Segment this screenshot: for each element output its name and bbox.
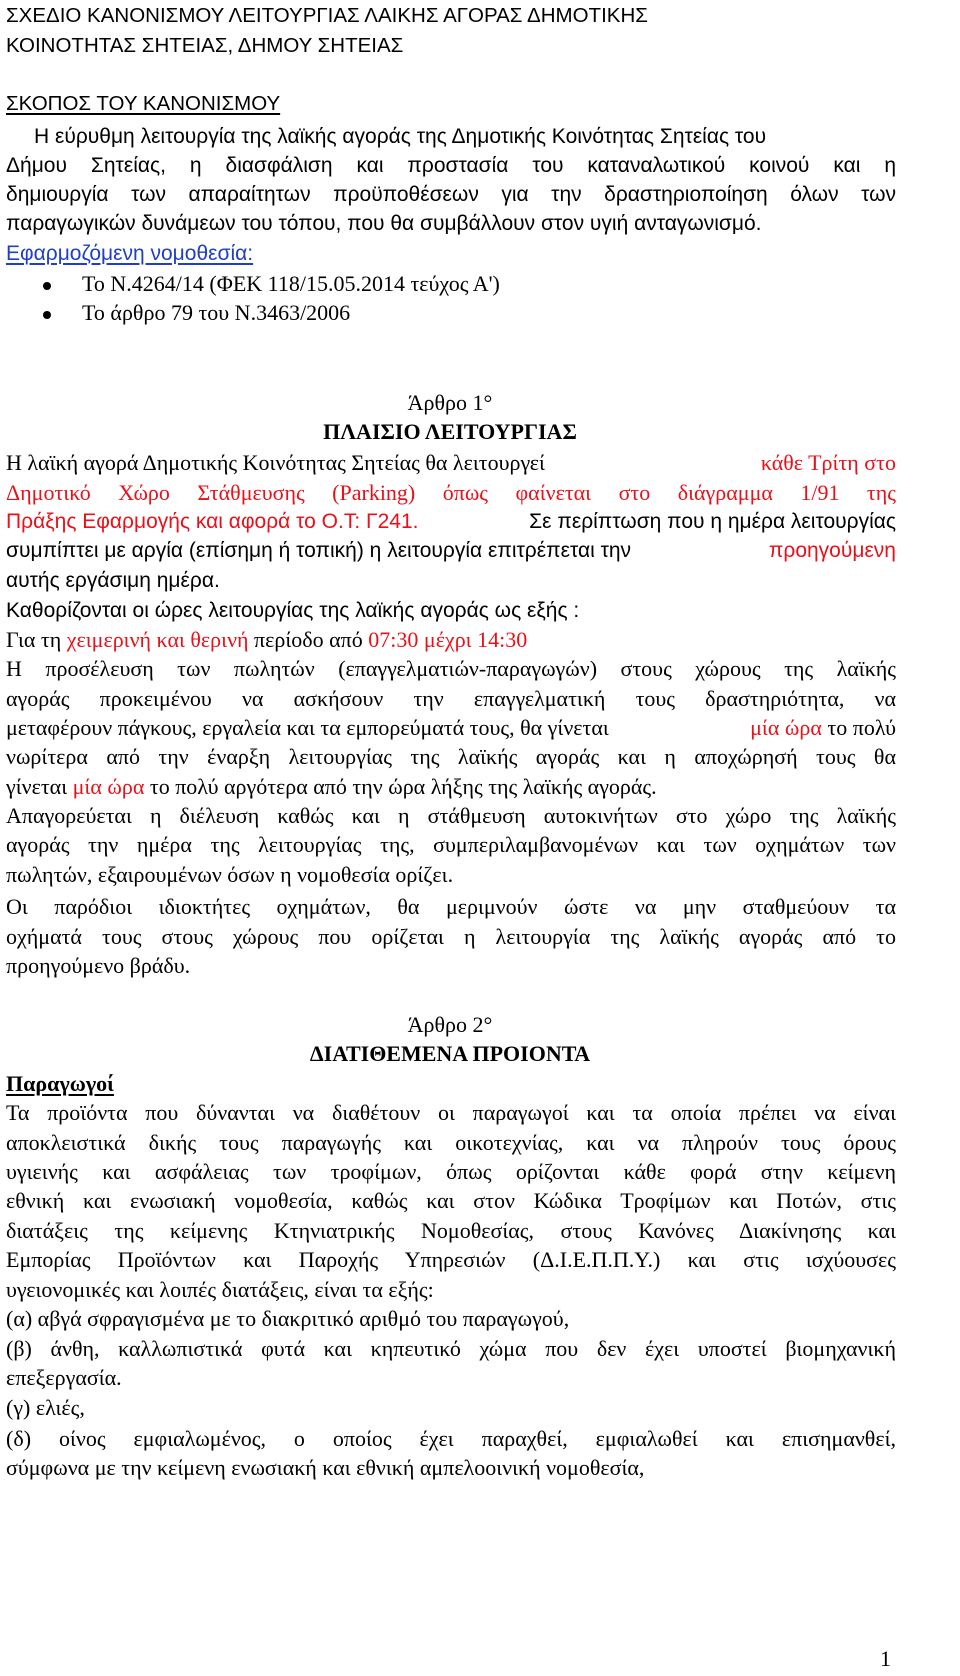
- page-number: 1: [880, 1646, 891, 1671]
- article-2-line: Εμπορίας Προϊόντων και Παροχής Υπηρεσιών (Δ.Ι.Ε.Π.Π.Υ.) και στις ισχύουσες: [6, 1247, 896, 1272]
- owners-line: Οι παρόδιοι ιδιοκτήτες οχημάτων, θα μεριμνούν ώστε να μην σταθμεύουν τα: [6, 894, 896, 919]
- operating-hours-line: [6, 629, 527, 651]
- arrival-line: [6, 776, 657, 798]
- article-2-line: υγιεινής και ασφάλειας των τροφίμων, όπως ορίζονται κάθε φορά στην κείμενη: [6, 1159, 896, 1184]
- article-1-text: Σε περίπτωση που η ημέρα λειτουργίας: [529, 510, 896, 533]
- arrival-text: το πολύ: [827, 715, 896, 740]
- article-1-text: αυτής εργάσιμη ημέρα.: [6, 569, 220, 592]
- product-item: (β) άνθη, καλλωπιστικά φυτά και κηπευτικό χώμα που δεν έχει υποστεί βιομηχανική: [6, 1336, 896, 1361]
- article-2-line: διατάξεις της κείμενης Κτηνιατρικής Νομοθεσίας, στους Κανόνες Διακίνησης και: [6, 1218, 896, 1243]
- article-1-number: Άρθρο 1°: [407, 390, 493, 415]
- document-title-line-1: ΣΧΕΔΙΟ ΚΑΝΟΝΙΣΜΟΥ ΛΕΙΤΟΥΡΓΙΑΣ ΛΑΙΚΗΣ ΑΓΟΡΑΣ ΔΗΜΟΤΙΚΗΣ: [6, 4, 648, 27]
- article-1-text: Η λαϊκή αγορά Δημοτικής Κοινότητας Σητείας θα λειτουργεί: [6, 450, 545, 475]
- operating-hours-text: περίοδο από: [248, 627, 363, 652]
- owners-line: προηγούμενο βράδυ.: [6, 953, 191, 978]
- scope-line: δημιουργία των απαραίτητων προϋποθέσεων για την δραστηριοποίηση όλων των: [6, 183, 896, 206]
- arrival-text: μεταφέρουν πάγκους, εργαλεία και τα εμπορεύματά τους, θα γίνεται: [6, 715, 609, 740]
- operating-hours-range: 07:30 μέχρι 14:30: [368, 627, 528, 652]
- article-2-line: αποκλειστικά δικής τους παραγωγής και οικοτεχνίας, και να πληρούν τους όρους: [6, 1130, 896, 1155]
- article-1-highlight: Δημοτικό Χώρο Στάθμευσης (Parking) όπως φαίνεται στο διάγραμμα 1/91 της: [6, 480, 896, 505]
- scope-line: παραγωγικών δυνάμεων του τόπου, που θα συμβάλλουν στον υγιή ανταγωνισμό.: [6, 212, 762, 235]
- document-title-line-2: ΚΟΙΝΟΤΗΤΑΣ ΣΗΤΕΙΑΣ, ΔΗΜΟΥ ΣΗΤΕΙΑΣ: [6, 34, 404, 57]
- article-2-line: υγειονομικές και λοιπές διατάξεις, είναι τα εξής:: [6, 1277, 434, 1302]
- article-2-title: ΔΙΑΤΙΘΕΜΕΝΑ ΠΡΟΙΟΝΤΑ: [309, 1041, 591, 1066]
- owners-line: οχήματά τους στους χώρους που ορίζεται η λειτουργία της λαϊκής αγοράς από το: [6, 924, 896, 949]
- arrival-text: γίνεται: [6, 774, 68, 799]
- legislation-item: Το άρθρο 79 του Ν.3463/2006: [82, 300, 351, 325]
- arrival-line: Η προσέλευση των πωλητών (επαγγελματιών-παραγωγών) στους χώρους της λαϊκής: [6, 656, 896, 681]
- scope-line: Η εύρυθμη λειτουργία της λαϊκής αγοράς της Δημοτικής Κοινότητας Σητείας του: [34, 125, 767, 148]
- product-item: (α) αβγά σφραγισμένα με το διακριτικό αριθμό του παραγωγού,: [6, 1306, 570, 1331]
- parking-ban-line: πωλητών, εξαιρουμένων όσων η νομοθεσία ορίζει.: [6, 862, 454, 887]
- operating-season: χειμερινή και θερινή: [66, 627, 249, 652]
- article-1-text: συμπίπτει με αργία (επίσημη ή τοπική) η λειτουργία επιτρέπεται την: [6, 539, 632, 562]
- arrival-line: [6, 717, 896, 739]
- parking-ban-line: Απαγορεύεται η διέλευση καθώς και η στάθμευση αυτοκινήτων στο χώρο της λαϊκής: [6, 803, 896, 828]
- arrival-time-highlight: μία ώρα: [750, 715, 822, 740]
- parking-ban-line: αγοράς την ημέρα της λειτουργίας της, συμπεριλαμβανομένων και των οχημάτων των: [6, 832, 896, 857]
- scope-line: Δήμου Σητείας, η διασφάλιση και προστασία του καταναλωτικού κοινού και η: [6, 154, 896, 177]
- arrival-line: νωρίτερα από την έναρξη λειτουργίας της λαϊκής αγοράς και η αποχώρησή τους θα: [6, 744, 896, 769]
- article-1-paragraph-line: [6, 511, 896, 532]
- article-1-title: ΠΛΑΙΣΙΟ ΛΕΙΤΟΥΡΓΙΑΣ: [323, 419, 577, 444]
- article-1-paragraph-line: [6, 540, 896, 561]
- product-item: επεξεργασία.: [6, 1365, 122, 1390]
- operating-hours-intro: Καθορίζονται οι ώρες λειτουργίας της λαϊκής αγοράς ως εξής :: [6, 599, 580, 622]
- legislation-item: Το Ν.4264/14 (ΦΕΚ 118/15.05.2014 τεύχος Α'): [82, 271, 500, 296]
- article-1-highlight: Πράξης Εφαρμογής και αφορά το Ο.Τ: Γ241.: [6, 510, 419, 533]
- product-item: (δ) οίνος εμφιαλωμένος, ο οποίος έχει παραχθεί, εμφιαλωθεί και επισημανθεί,: [6, 1426, 896, 1451]
- operating-hours-text: Για τη: [6, 627, 62, 652]
- departure-time-highlight: μία ώρα: [72, 774, 145, 799]
- article-2-number: Άρθρο 2°: [407, 1012, 493, 1037]
- arrival-text: το πολύ αργότερα από την ώρα λήξης της λαϊκής αγοράς.: [149, 774, 657, 799]
- article-1-highlight: κάθε Τρίτη στο: [760, 450, 896, 475]
- article-2-line: Τα προϊόντα που δύνανται να διαθέτουν οι παραγωγοί και τα οποία πρέπει να είναι: [6, 1100, 896, 1125]
- product-item: σύμφωνα με την κείμενη ενωσιακή και εθνική αμπελοοινική νομοθεσία,: [6, 1455, 645, 1480]
- product-item: (γ) ελιές,: [6, 1395, 85, 1420]
- legislation-label: Εφαρμοζόμενη νομοθεσία:: [6, 242, 254, 265]
- scope-heading: ΣΚΟΠΟΣ ΤΟΥ ΚΑΝΟΝΙΣΜΟΥ: [6, 92, 281, 115]
- bullet-icon: [43, 311, 51, 319]
- article-1-paragraph-line: [6, 452, 896, 474]
- producers-subheading: Παραγωγοί: [6, 1071, 114, 1096]
- article-2-line: εθνική και ενωσιακή νομοθεσία, καθώς και στον Κώδικα Τροφίμων και Ποτών, στις: [6, 1188, 896, 1213]
- bullet-icon: [43, 282, 51, 290]
- article-1-highlight: προηγούμενη: [768, 539, 896, 562]
- arrival-line: αγοράς προκειμένου να ασκήσουν την επαγγελματική τους δραστηριότητα, να: [6, 686, 896, 711]
